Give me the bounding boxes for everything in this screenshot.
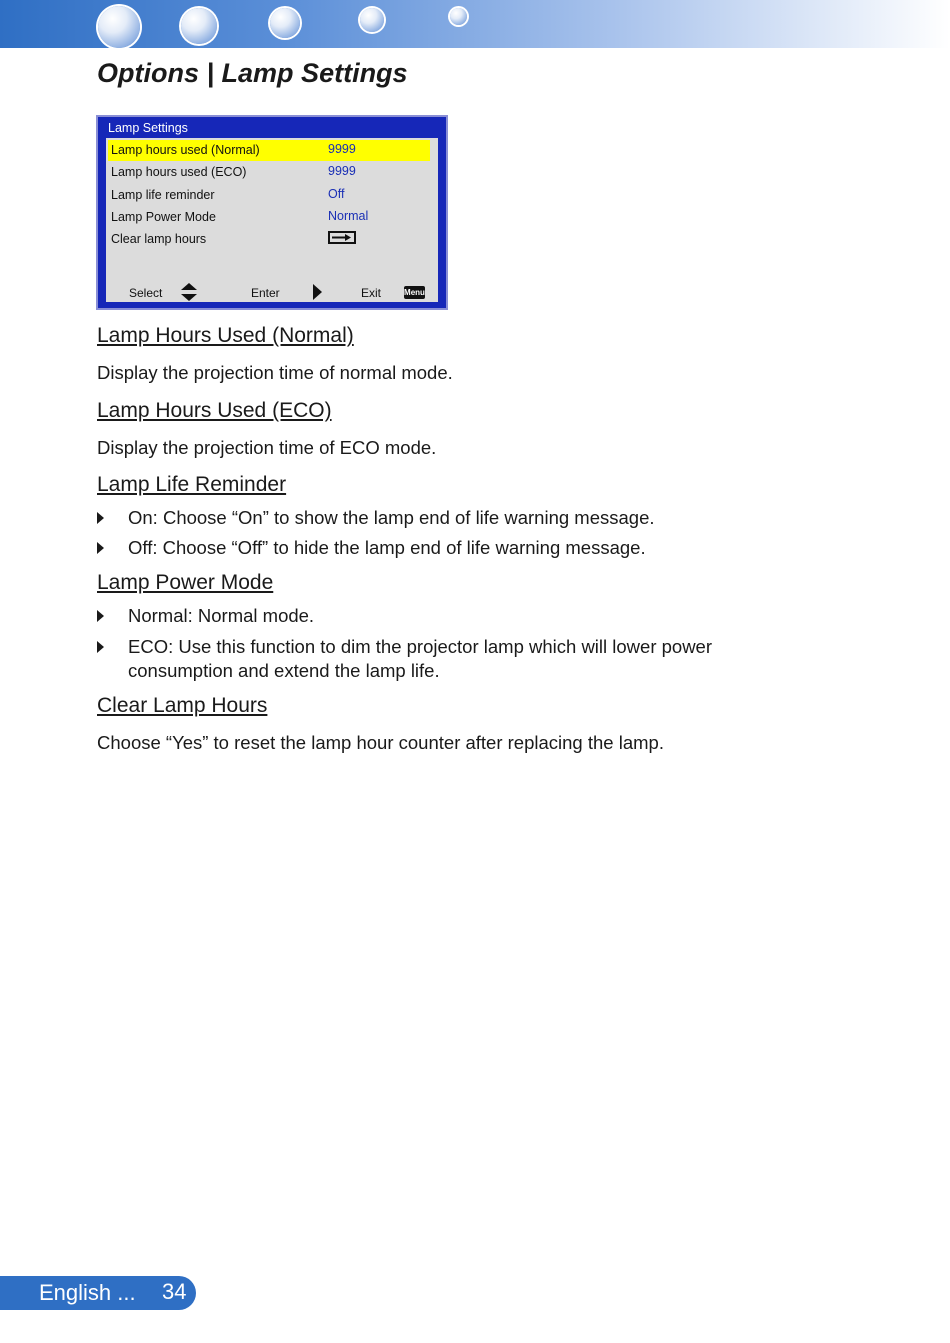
page-title: Options | Lamp Settings [97, 58, 408, 88]
up-down-arrow-icon [181, 283, 197, 304]
osd-row-label: Lamp hours used (Normal) [111, 143, 260, 157]
page-number: 34 [162, 1279, 187, 1304]
osd-row-value: 9999 [328, 164, 356, 178]
osd-row-value: Off [328, 187, 345, 201]
bullet-text: ECO: Use this function to dim the projector lamp which will lower power consumption and extend the lamp life. [128, 636, 713, 681]
bullet-text: Off: Choose “Off” to hide the lamp end of life warning message. [128, 537, 646, 558]
enter-label: Enter [251, 286, 280, 300]
section-heading-clear-hours: Clear Lamp Hours [97, 694, 268, 717]
bullet-triangle-icon [97, 512, 104, 524]
bullet-text: On: Choose “On” to show the lamp end of life warning message. [128, 507, 655, 528]
bullet-text: Normal: Normal mode. [128, 605, 315, 626]
bullet-triangle-icon [97, 542, 104, 554]
footer-language: English ... [39, 1280, 136, 1305]
osd-panel [106, 138, 438, 302]
bubble-decoration-icon [270, 8, 300, 38]
section-text-hours-normal: Display the projection time of normal mode. [97, 362, 453, 383]
menu-button-icon: Menu [404, 288, 425, 297]
right-arrow-icon [313, 284, 322, 303]
osd-row-power-mode[interactable] [108, 207, 430, 228]
osd-row-hours-normal[interactable] [108, 140, 430, 161]
bubble-decoration-icon [181, 8, 217, 44]
bullet-triangle-icon [97, 641, 104, 653]
osd-menu [96, 115, 448, 310]
enter-arrow-icon[interactable] [328, 231, 356, 244]
section-text-clear-hours: Choose “Yes” to reset the lamp hour counter after replacing the lamp. [97, 732, 664, 753]
section-heading-power-mode: Lamp Power Mode [97, 571, 274, 594]
footer-page-tab [0, 1276, 196, 1310]
bullet-triangle-icon [97, 610, 104, 622]
osd-title: Lamp Settings [108, 121, 188, 135]
header-banner [0, 0, 950, 48]
exit-label: Exit [361, 286, 382, 300]
osd-footer [106, 286, 438, 302]
osd-row-value: Normal [328, 209, 369, 223]
section-text-hours-eco: Display the projection time of ECO mode. [97, 437, 437, 458]
osd-row-clear-hours[interactable] [108, 229, 430, 250]
bubble-decoration-icon [450, 8, 467, 25]
osd-row-label: Lamp life reminder [111, 188, 215, 202]
section-heading-hours-normal: Lamp Hours Used (Normal) [97, 324, 354, 347]
section-heading-life-reminder: Lamp Life Reminder [97, 473, 287, 496]
osd-row-value: 9999 [328, 142, 356, 156]
osd-row-label: Lamp hours used (ECO) [111, 165, 247, 179]
osd-row-label: Lamp Power Mode [111, 210, 216, 224]
bubble-decoration-icon [98, 6, 140, 48]
osd-row-life-reminder[interactable] [108, 185, 430, 206]
section-heading-hours-eco: Lamp Hours Used (ECO) [97, 399, 332, 422]
osd-row-hours-eco[interactable] [108, 162, 430, 183]
select-label: Select [129, 286, 163, 300]
osd-row-label: Clear lamp hours [111, 232, 207, 246]
bubble-decoration-icon [360, 8, 384, 32]
